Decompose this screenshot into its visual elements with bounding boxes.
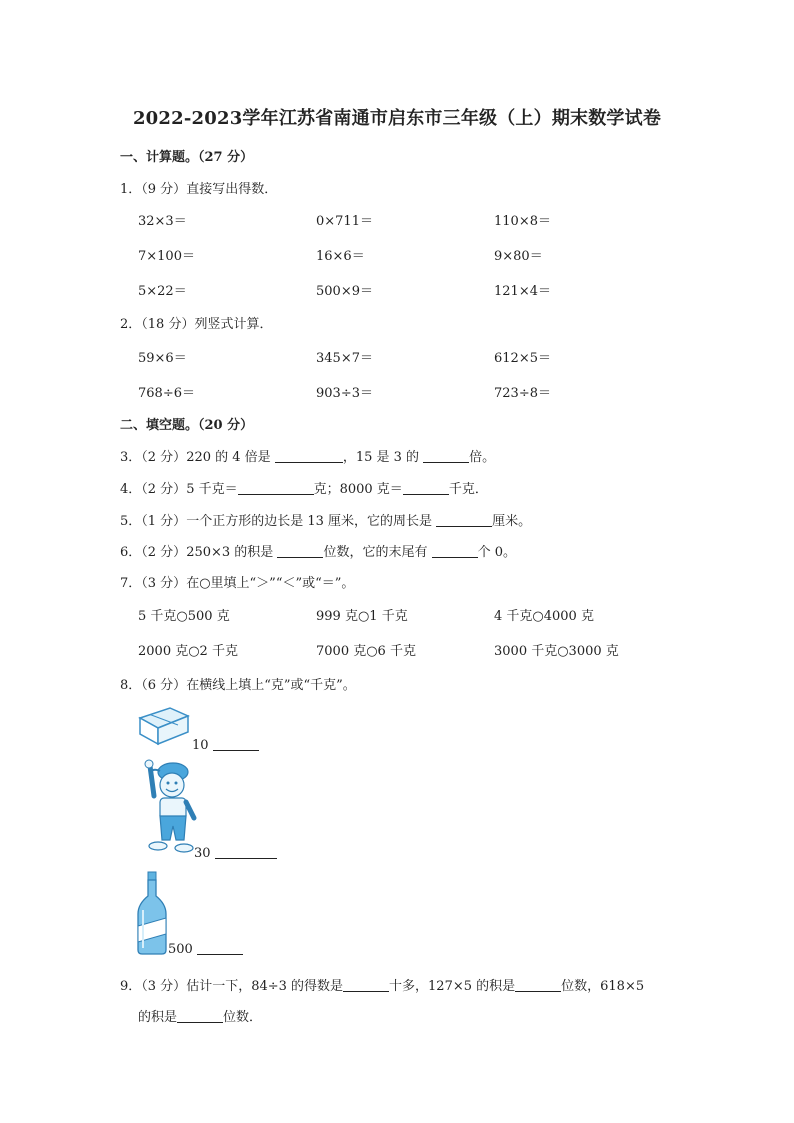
- q7-item: 3000 千克○3000 克: [494, 644, 619, 659]
- question-number: 6．: [120, 545, 142, 560]
- answer-blank[interactable]: [432, 544, 478, 558]
- question-1: [120, 178, 277, 197]
- answer-blank[interactable]: [215, 845, 277, 859]
- item-value: 30: [194, 846, 211, 861]
- answer-blank[interactable]: [213, 737, 259, 751]
- answer-blank[interactable]: [177, 1009, 223, 1023]
- question-score: （18 分）: [141, 317, 195, 332]
- q8-item-bottle: [168, 941, 243, 957]
- question-text: 250×3 的积是: [186, 545, 274, 560]
- question-5: [120, 510, 531, 529]
- question-7: [120, 572, 354, 591]
- question-text: 厘米。: [492, 514, 532, 529]
- question-8: [120, 674, 356, 693]
- eraser-icon: [136, 702, 192, 748]
- q8-item-eraser: [192, 737, 259, 753]
- item-value: 500: [168, 942, 193, 957]
- question-number: 7．: [120, 576, 142, 591]
- question-text: 220 的 4 倍是: [186, 450, 271, 465]
- question-text: 位数，618×5: [561, 979, 645, 994]
- answer-blank[interactable]: [423, 449, 469, 463]
- q7-item: 2000 克○2 千克: [138, 644, 238, 659]
- q1-item: 7×100＝: [138, 249, 195, 264]
- question-text: 克；8000 克＝: [313, 482, 403, 497]
- answer-blank[interactable]: [197, 941, 243, 955]
- question-text: 估计一下，84÷3 的得数是: [186, 979, 344, 994]
- q1-item: 5×22＝: [138, 284, 187, 299]
- item-value: 10: [192, 738, 209, 753]
- question-score: （2 分）: [141, 450, 187, 465]
- question-number: 9．: [120, 979, 142, 994]
- question-score: （3 分）: [141, 979, 187, 994]
- q7-item: 7000 克○6 千克: [316, 644, 416, 659]
- question-number: 2．: [120, 317, 142, 332]
- q1-item: 16×6＝: [316, 249, 365, 264]
- section-heading-fill-blank: 二、填空题。（20 分）: [120, 418, 254, 433]
- question-text: 十多，127×5 的积是: [389, 979, 516, 994]
- answer-blank[interactable]: [436, 513, 492, 527]
- q7-item: 5 千克○500 克: [138, 609, 230, 624]
- question-score: （9 分）: [141, 182, 187, 197]
- question-number: 1．: [120, 182, 142, 197]
- question-text: 个 0。: [477, 545, 516, 560]
- question-text: 直接写出得数．: [186, 182, 278, 197]
- question-text: 在横线上填上“克”或“千克”。: [186, 678, 356, 693]
- q1-item: 32×3＝: [138, 214, 187, 229]
- answer-blank[interactable]: [238, 481, 314, 495]
- q2-item: 345×7＝: [316, 351, 373, 366]
- question-9: [120, 975, 644, 994]
- q7-item: 999 克○1 千克: [316, 609, 408, 624]
- answer-blank[interactable]: [343, 978, 389, 992]
- question-text: 位数，它的末尾有: [323, 545, 428, 560]
- question-score: （1 分）: [141, 514, 187, 529]
- question-text: 位数．: [223, 1010, 263, 1025]
- answer-blank[interactable]: [403, 481, 449, 495]
- q1-item: 9×80＝: [494, 249, 543, 264]
- question-text: 一个正方形的边长是 13 厘米，它的周长是: [186, 514, 432, 529]
- question-number: 8．: [120, 678, 142, 693]
- question-2: [120, 313, 272, 332]
- question-text: 倍。: [469, 450, 496, 465]
- question-text: 千克．: [448, 482, 488, 497]
- q1-item: 110×8＝: [494, 214, 551, 229]
- question-text: ，15 是 3 的: [342, 450, 420, 465]
- q7-item: 4 千克○4000 克: [494, 609, 594, 624]
- question-text: 5 千克＝: [186, 482, 238, 497]
- q8-item-boy: [194, 845, 277, 861]
- question-score: （2 分）: [141, 545, 187, 560]
- section-heading-calculation: 一、计算题。（27 分）: [120, 150, 254, 165]
- page-title: 2022-2023学年江苏省南通市启东市三年级（上）期末数学试卷: [132, 108, 662, 129]
- q2-item: 768÷6＝: [138, 386, 195, 401]
- q2-item: 723÷8＝: [494, 386, 551, 401]
- question-number: 5．: [120, 514, 142, 529]
- question-number: 4．: [120, 482, 142, 497]
- question-3: [120, 446, 495, 465]
- answer-blank[interactable]: [515, 978, 561, 992]
- question-text: 列竖式计算．: [194, 317, 273, 332]
- answer-blank[interactable]: [275, 449, 343, 463]
- question-text: 的积是: [138, 1010, 178, 1025]
- answer-blank[interactable]: [277, 544, 323, 558]
- q1-item: 121×4＝: [494, 284, 551, 299]
- question-number: 3．: [120, 450, 142, 465]
- question-score: （3 分）: [141, 576, 187, 591]
- q2-item: 59×6＝: [138, 351, 187, 366]
- question-4: [120, 478, 488, 497]
- question-text: 在○里填上“＞”“＜”或“＝”。: [186, 576, 355, 591]
- question-score: （6 分）: [141, 678, 187, 693]
- question-score: （2 分）: [141, 482, 187, 497]
- q2-item: 612×5＝: [494, 351, 551, 366]
- question-9-continued: [138, 1006, 262, 1025]
- q1-item: 0×711＝: [316, 214, 373, 229]
- q2-item: 903÷3＝: [316, 386, 373, 401]
- q1-item: 500×9＝: [316, 284, 373, 299]
- bottle-icon: [134, 870, 170, 956]
- boy-icon: [140, 758, 198, 856]
- question-6: [120, 541, 516, 560]
